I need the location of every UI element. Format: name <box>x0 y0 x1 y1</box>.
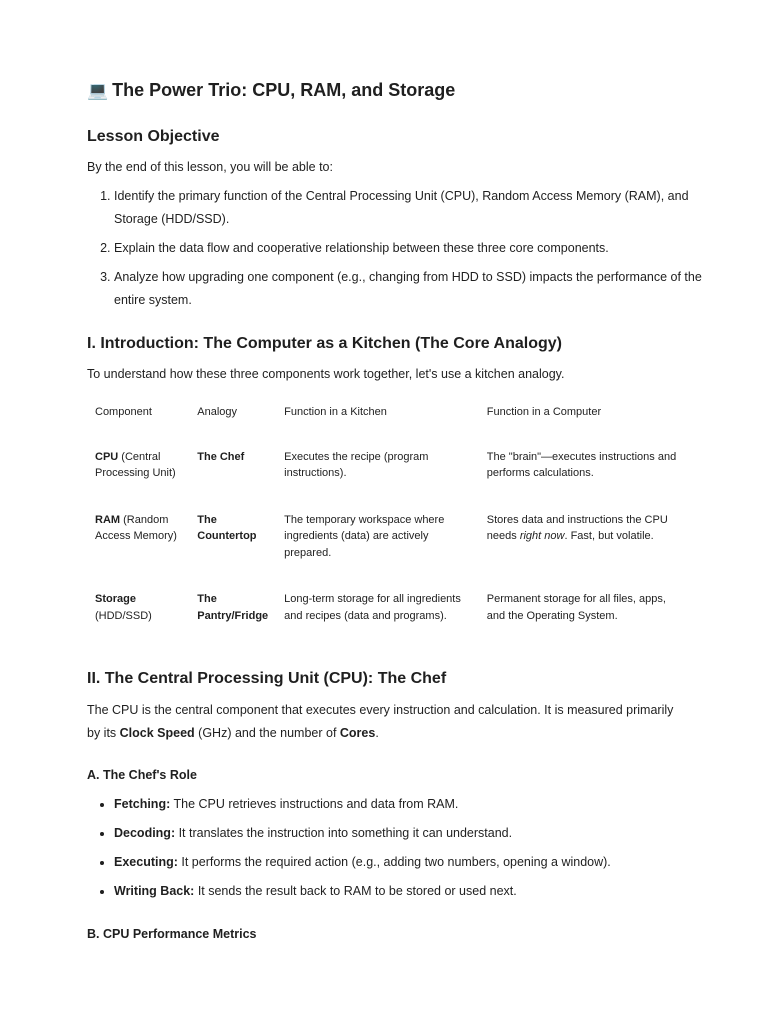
table-row <box>87 506 687 586</box>
computer-text: The "brain"—executes instructions and performs calculations. <box>486 450 677 479</box>
objective-item: 3. Analyze how upgrading one component (e.g., changing from HDD to SSD) impacts the performance of the entire system. <box>114 266 714 312</box>
role-desc: It translates the instruction into something it can understand. <box>175 826 513 840</box>
metrics-heading: B. CPU Performance Metrics <box>87 927 257 941</box>
cpu-text-e: . <box>375 726 379 740</box>
role-desc: The CPU retrieves instructions and data from RAM. <box>170 797 459 811</box>
cpu-heading: II. The Central Processing Unit (CPU): The Chef <box>87 670 447 687</box>
page-title-text: The Power Trio: CPU, RAM, and Storage <box>112 80 456 100</box>
intro-heading: I. Introduction: The Computer as a Kitchen (The Core Analogy) <box>87 335 562 352</box>
objective-item: 2. Explain the data flow and cooperative relationship between these three core components. <box>114 237 714 260</box>
role-term: Writing Back: <box>114 884 195 898</box>
page-title <box>87 80 455 101</box>
role-term: Decoding: <box>114 826 176 840</box>
table-cell-kitchen: Executes the recipe (program instructions). <box>284 450 429 479</box>
role-term: Executing: <box>114 855 178 869</box>
component-detail: (Central Processing Unit) <box>95 450 176 479</box>
cpu-text-clock-speed: Clock Speed <box>119 726 195 740</box>
table-cell-computer <box>479 443 687 506</box>
role-desc: It sends the result back to RAM to be stored or used next. <box>194 884 517 898</box>
table-row <box>87 443 687 506</box>
table-cell-analogy <box>189 443 276 506</box>
table-cell-component <box>87 443 189 506</box>
table-cell-analogy <box>189 506 276 586</box>
objective-intro: By the end of this lesson, you will be able to: <box>87 160 333 174</box>
component-detail: (HDD/SSD) <box>95 609 152 622</box>
computer-text: Permanent storage for all files, apps, and the Operating System. <box>486 593 666 622</box>
list-item <box>114 793 714 816</box>
objective-heading: Lesson Objective <box>87 128 220 145</box>
kitchen-analogy-table <box>87 400 687 648</box>
list-item <box>114 822 714 845</box>
cpu-text-a: The CPU is the central component that executes every instruction and calculation. It is measured primarily by its <box>87 703 674 740</box>
table-header: Function in a Kitchen <box>284 406 387 418</box>
cpu-text-cores: Cores <box>339 726 376 740</box>
cpu-text-c: (GHz) and the number of <box>194 726 340 740</box>
table-row <box>87 585 687 648</box>
table-cell-computer <box>479 585 687 648</box>
role-desc: It performs the required action (e.g., adding two numbers, opening a window). <box>177 855 611 869</box>
analogy-name: The Chef <box>197 450 245 463</box>
role-heading: A. The Chef's Role <box>87 768 197 782</box>
table-cell-component <box>87 585 189 648</box>
table-header-row <box>87 400 687 443</box>
table-cell-kitchen: Long-term storage for all ingredients and recipes (data and programs). <box>284 593 461 622</box>
role-term: Fetching: <box>114 797 171 811</box>
computer-text: Stores data and instructions the CPU needs <box>486 513 668 542</box>
role-list <box>87 793 714 909</box>
table-header: Component <box>95 406 152 418</box>
component-name: CPU <box>95 450 119 463</box>
list-item <box>114 880 714 903</box>
table-cell-component <box>87 506 189 586</box>
computer-emphasis: right now <box>519 530 565 542</box>
analogy-name: The Pantry/Fridge <box>197 593 269 622</box>
cpu-description <box>87 699 687 745</box>
component-name: Storage <box>95 593 136 605</box>
objective-item: 1. Identify the primary function of the Central Processing Unit (CPU), Random Access Memory (RAM), and Storage (HDD/SSD). <box>114 185 714 231</box>
table-cell-analogy <box>189 585 276 648</box>
table-cell-kitchen: The temporary workspace where ingredients (data) are actively prepared. <box>284 513 445 559</box>
table-cell-computer <box>479 506 687 586</box>
list-item <box>114 851 714 874</box>
table-header: Function in a Computer <box>486 406 602 418</box>
component-detail: (Random Access Memory) <box>95 513 177 542</box>
component-name: RAM <box>95 513 121 526</box>
objective-list <box>87 185 714 318</box>
intro-text: To understand how these three components work together, let's use a kitchen analogy. <box>87 367 565 381</box>
computer-text-end: . Fast, but volatile. <box>564 530 654 542</box>
table-header: Analogy <box>197 406 238 418</box>
analogy-name: The Countertop <box>197 513 257 542</box>
laptop-icon: 💻 <box>87 81 109 100</box>
